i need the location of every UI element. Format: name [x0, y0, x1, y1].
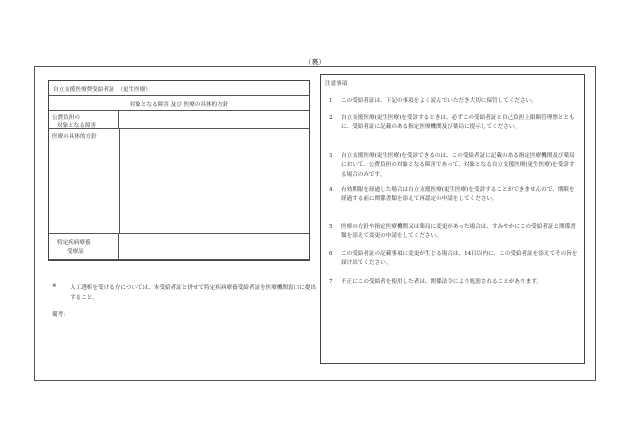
page-side-label: （裏）	[304, 58, 326, 66]
note-item	[329, 223, 579, 242]
note-item-text: この受給者証は、下記の事項をよく読んでいただき大切に保管してください。	[341, 98, 537, 104]
special-disease-row	[49, 234, 309, 260]
note-item-text: 自立支援医療(更生医療)を受診できるのは、この受給者証に記載のある指定医療機関及び薬局において、公費負担の対象となる障害であって、対象となる自立支援医療(更生医療)を受診する場合のみです。	[341, 153, 575, 178]
certificate-title-row	[49, 81, 309, 96]
dialysis-note: 人工透析を受ける方については、本受給者証と併せて特定疾病療養受給者証を医療機関窓口に提出すること。	[70, 285, 317, 301]
certificate-title: 自立支援医療費受給者証 （更生医療）	[53, 87, 151, 93]
note-item-number: 6	[329, 251, 333, 257]
remarks-label: 備考：	[52, 312, 69, 318]
disability-category-row	[49, 111, 309, 129]
note-item-number: 2	[329, 115, 333, 121]
certificate-table	[48, 80, 310, 261]
note-item-text: 自立支援医療(更生医療)を受診するときは、必ずこの受給者証と自己負担上限額管理票とともに、受給者証に記載のある指定医療機関及び薬局に提示してください。	[341, 115, 575, 131]
treatment-policy-label-text: 医療の具体的方針	[52, 134, 97, 140]
certificate-subtitle: 対象となる障害 及び 医療の具体的方針	[129, 102, 229, 108]
special-disease-label	[49, 234, 119, 259]
note-item-text: この受給者証の記載事項に変更が生じる場合は、14日以内に、この受給者証を添えてその旨を届け出てください。	[341, 251, 578, 267]
note-item	[329, 278, 579, 287]
note-item	[329, 152, 579, 180]
disability-category-label	[49, 111, 119, 128]
disability-category-label-line1: 公費負担の	[52, 115, 80, 121]
note-item	[329, 186, 579, 205]
note-item-number: 5	[329, 224, 333, 230]
note-item-number: 7	[329, 279, 333, 285]
note-item-text: 有効期限を経過した場合は自立支援医療(更生医療)を受診することができませんので、期限を経過する前に関係書類を添えて再認定の申請をしてください。	[341, 187, 575, 203]
note-mark: ※	[52, 283, 57, 289]
note-item-text: 不正にこの受給者を使用した者は、関係法令により処罰されることがあります。	[341, 279, 542, 285]
notes-title: 注意事項	[325, 81, 348, 87]
note-item-text: 医療の方針や指定医療機関又は薬局に変更があった場合は、すみやかにこの受給者証と関係書類を添えて変更の申請をしてください。	[341, 224, 576, 240]
certificate-subtitle-row	[49, 96, 309, 111]
note-item-number: 1	[329, 98, 333, 104]
note-item-number: 4	[329, 187, 333, 193]
note-item-number: 3	[329, 153, 333, 159]
treatment-policy-divider	[119, 129, 120, 233]
note-item	[329, 250, 579, 269]
special-disease-label-line1: 特定疾病療養	[57, 240, 91, 246]
notes-panel	[320, 74, 585, 364]
treatment-policy-row	[49, 129, 309, 234]
treatment-policy-label	[49, 129, 119, 233]
disability-category-label-line2: 対象となる障害	[57, 123, 97, 129]
note-item	[329, 97, 579, 106]
special-disease-label-line2: 受療証	[67, 249, 84, 255]
note-item	[329, 114, 579, 133]
